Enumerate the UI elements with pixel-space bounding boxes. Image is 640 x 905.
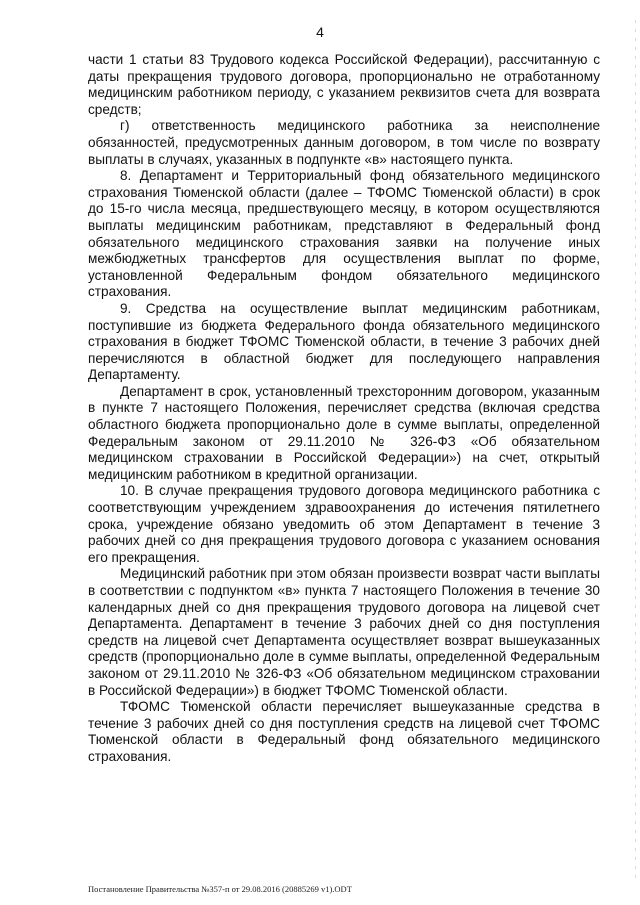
paragraph-tfoms-transfer: ТФОМС Тюменской области перечисляет вышеуказанные средства в течение 3 рабочих дней со дня поступления средств на лицевой счет ТФОМС Тюменской области в Федеральный фонд обязательного медицинского страхования. [88,699,600,764]
paragraph-subitem-g: г) ответственность медицинского работника за неисполнение обязанностей, предусмотренных данным договором, в том числе по возврату выплаты в случаях, указанных в подпункте «в» настоящего пункта. [88,118,600,167]
scan-edge-marks [635,20,636,880]
paragraph-refund-obligation: Медицинский работник при этом обязан произвести возврат части выплаты в соответствии с подпунктом «в» пункта 7 настоящего Положения в течение 30 календарных дней со дня прекращения трудового договора на лицевой счет Департамента. Департамент в течение 3 рабочих дней со дня поступления средств на лицевой счет Департамента осуществляет возврат вышеуказанных средств (пропорционально доле в сумме выплаты, определенной Федеральным законом от 29.11.2010 № 326-ФЗ «Об обязательном медицинском страховании в Российской Федерации») в бюджет ТФОМС Тюменской области. [88,566,600,698]
paragraph-continuation: части 1 статьи 83 Трудового кодекса Российской Федерации), рассчитанную с даты прекращения трудового договора, пропорционально не отработанному медицинским работником периоду, с указанием реквизитов счета для возврата средств; [88,52,600,117]
page-number: 4 [316,24,324,40]
paragraph-item-10: 10. В случае прекращения трудового договора медицинского работника с соответствующим учреждением здравоохранения до истечения пятилетнего срока, учреждение обязано уведомить об этом Департамент в течение 3 рабочих дней со дня прекращения трудового договора с указанием основания его прекращения. [88,483,600,565]
paragraph-item-8: 8. Департамент и Территориальный фонд обязательного медицинского страхования Тюменской области (далее – ТФОМС Тюменской области) в срок до 15-го числа месяца, предшествующего месяцу, в котором осуществляются выплаты медицинским работникам, представляют в Федеральный фонд обязательного медицинского страхования заявки на получение иных межбюджетных трансфертов для осуществления выплат по форме, установленной Федеральным фондом обязательного медицинского страхования. [88,168,600,300]
paragraph-item-9: 9. Средства на осуществление выплат медицинским работникам, поступившие из бюджета Федерального фонда обязательного медицинского страхования в бюджет ТФОМС Тюменской области, в течение 3 рабочих дней перечисляются в областной бюджет для последующего направления Департаменту. [88,300,600,383]
document-footer: Постановление Правительства №357-п от 29.08.2016 (20885269 v1).ODT [88,884,352,894]
paragraph-department-transfer: Департамент в срок, установленный трехсторонним договором, указанным в пункте 7 настоящего Положения, перечисляет средства (включая средства областного бюджета пропорционально доле в сумме выплаты, определенной Федеральным законом от 29.11.2010 № 326-ФЗ «Об обязательном медицинском страховании в Российской Федерации») на счет, открытый медицинским работником в кредитной организации. [88,383,600,482]
document-body [88,52,600,766]
